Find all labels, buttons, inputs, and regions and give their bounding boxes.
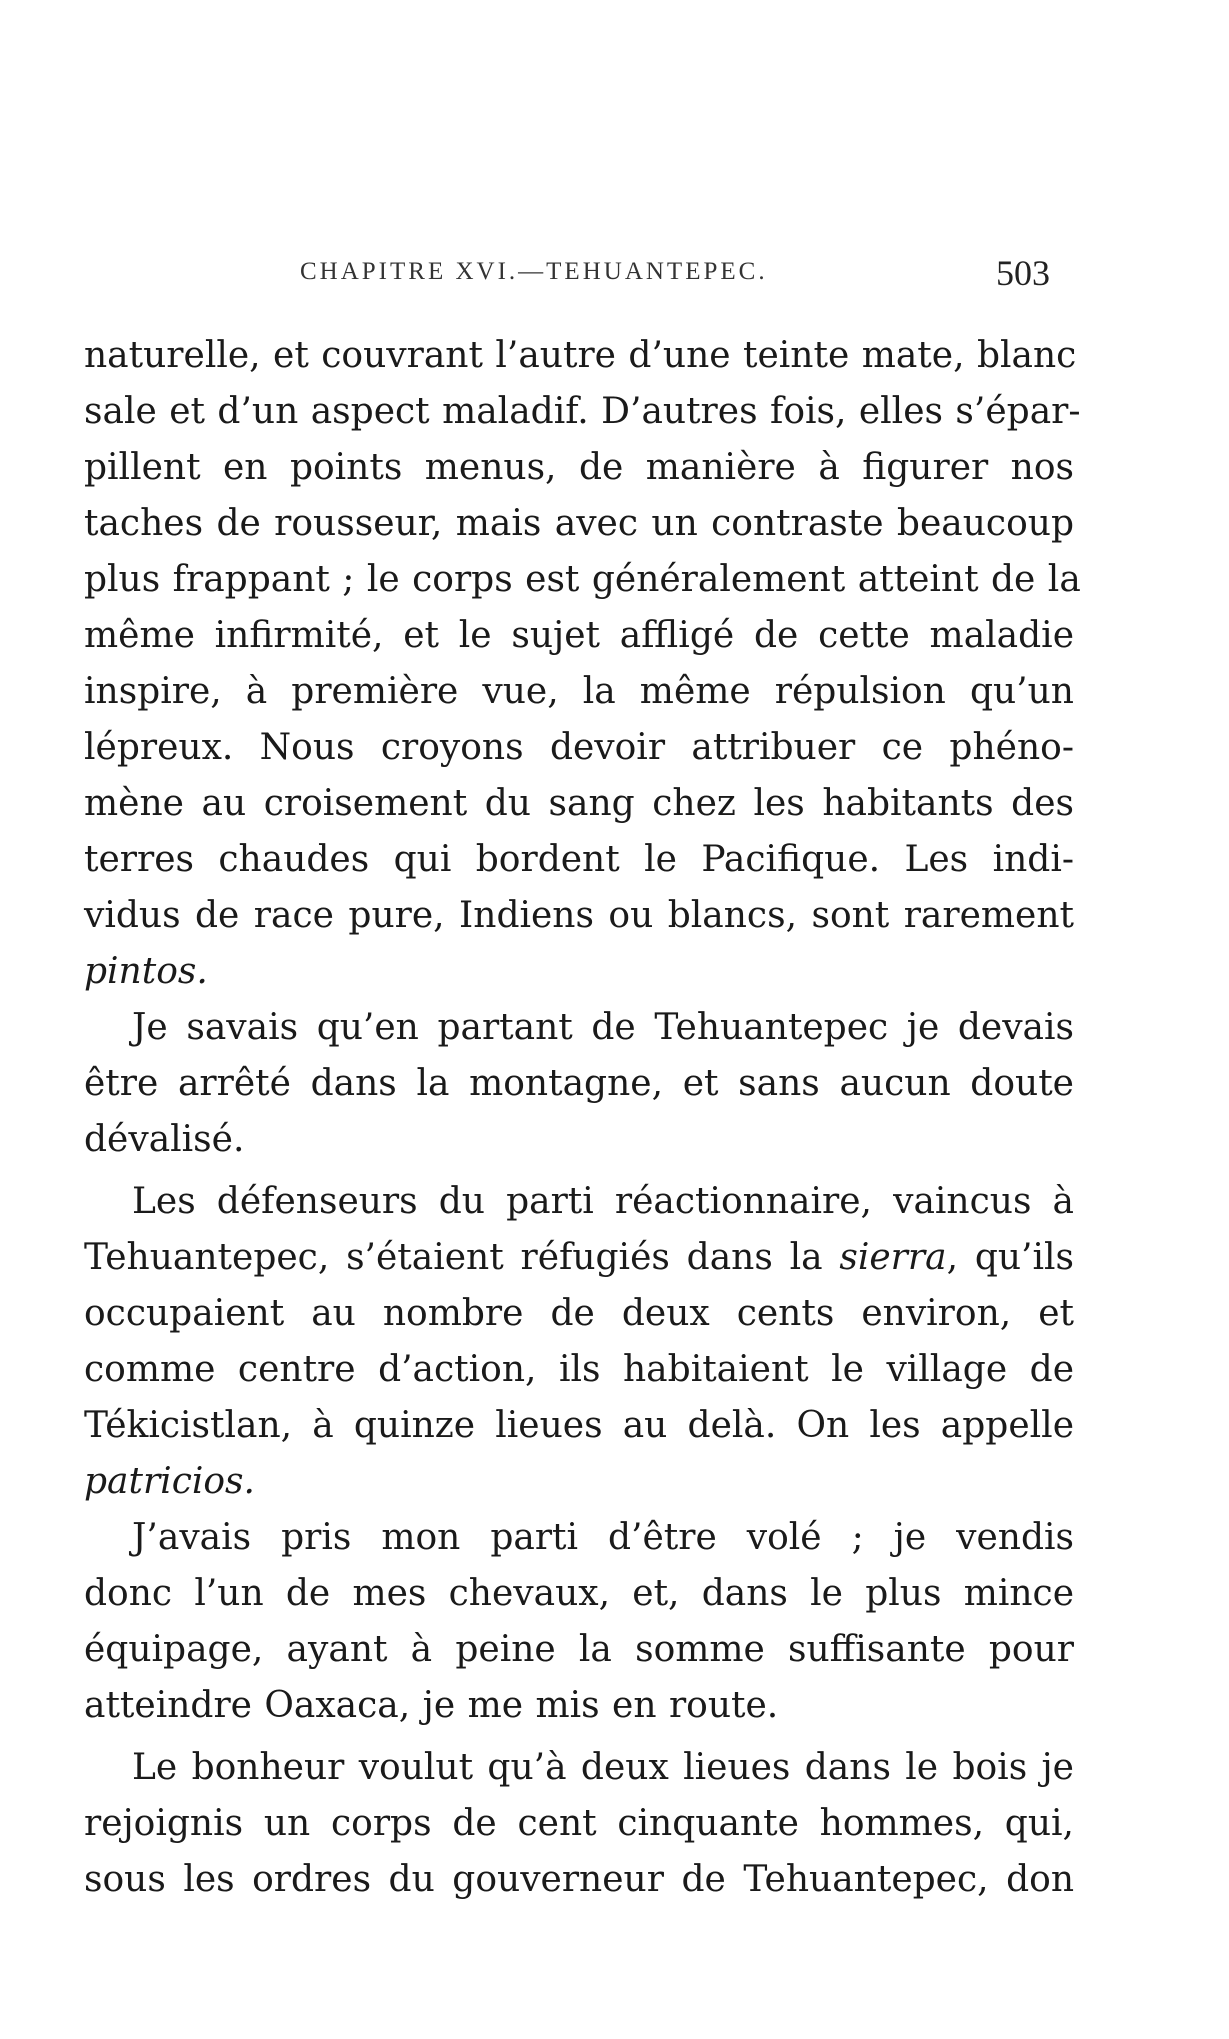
- italic-word: sierra: [839, 1237, 947, 1278]
- text-line-italic: pintos.: [84, 951, 208, 992]
- text-line-mixed: [84, 1230, 1074, 1286]
- text-line: atteindre Oaxaca, je me mis en route.: [84, 1685, 779, 1726]
- text-line: être arrêté dans la montagne, et sans aucun doute: [84, 1063, 1074, 1104]
- text-line: donc l’un de mes chevaux, et, dans le plus mince: [84, 1573, 1074, 1614]
- text-line: J’avais pris mon parti d’être volé ; je vendis: [132, 1517, 1074, 1558]
- text-line: comme centre d’action, ils habitaient le village de: [84, 1349, 1074, 1390]
- text-line: équipage, ayant à peine la somme suffisante pour: [84, 1629, 1074, 1670]
- text-line: Le bonheur voulut qu’à deux lieues dans le bois je: [132, 1747, 1074, 1788]
- running-head: CHAPITRE XVI.—TEHUANTEPEC.: [300, 258, 768, 285]
- text-segment: , qu’ils: [946, 1237, 1074, 1278]
- text-segment: Tehuantepec, s’étaient réfugiés dans la: [84, 1237, 840, 1278]
- text-line-italic: patricios.: [84, 1461, 255, 1502]
- text-line: dévalisé.: [84, 1119, 245, 1160]
- text-line: Tékicistlan, à quinze lieues au delà. On les appelle: [84, 1405, 1074, 1446]
- text-line: occupaient au nombre de deux cents environ, et: [84, 1293, 1074, 1334]
- text-line: rejoignis un corps de cent cinquante hommes, qui,: [84, 1803, 1074, 1844]
- text-line: inspire, à première vue, la même répulsion qu’un: [84, 671, 1074, 712]
- body-text: [84, 328, 1081, 1908]
- text-line: naturelle, et couvrant l’autre d’une teinte mate, blanc: [84, 335, 1077, 376]
- text-line: même infirmité, et le sujet affligé de cette maladie: [84, 615, 1074, 656]
- text-line: plus frappant ; le corps est généralement atteint de la: [84, 559, 1081, 600]
- text-line: taches de rousseur, mais avec un contraste beaucoup: [84, 503, 1074, 544]
- text-line: terres chaudes qui bordent le Pacifique. Les indi-: [84, 839, 1074, 880]
- text-line: Je savais qu’en partant de Tehuantepec je devais: [132, 1007, 1074, 1048]
- text-line: Les défenseurs du parti réactionnaire, vaincus à: [132, 1181, 1074, 1222]
- text-line: pillent en points menus, de manière à figurer nos: [84, 447, 1074, 488]
- text-line: sale et d’un aspect maladif. D’autres fois, elles s’épar-: [84, 391, 1081, 432]
- text-line: vidus de race pure, Indiens ou blancs, sont rarement: [84, 895, 1074, 936]
- text-line: lépreux. Nous croyons devoir attribuer ce phéno-: [84, 727, 1074, 768]
- page-number: 503: [996, 253, 1050, 293]
- text-line: mène au croisement du sang chez les habitants des: [84, 783, 1074, 824]
- text-line: sous les ordres du gouverneur de Tehuantepec, don: [84, 1859, 1074, 1900]
